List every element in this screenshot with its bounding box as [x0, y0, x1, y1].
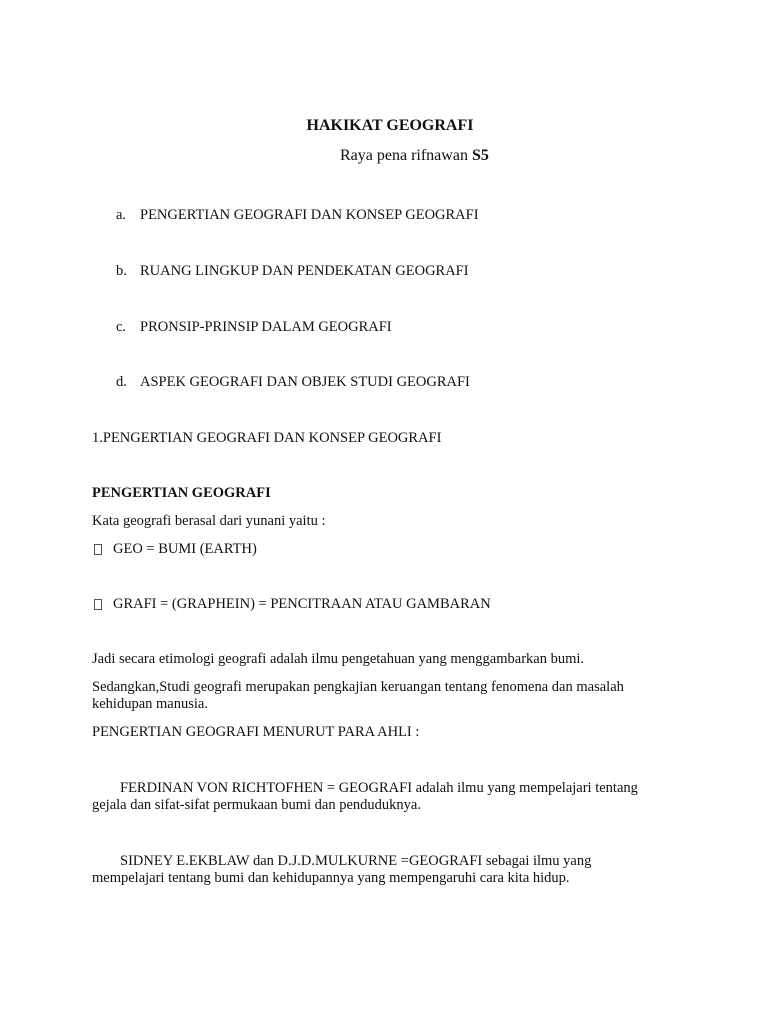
- expert-ekblaw: SIDNEY E.EKBLAW dan D.J.D.MULKURNE =GEOGRAFI sebagai ilmu yang mempelajari tentang bumi dan kehidupannya yang mempengaruhi cara kita hidup.: [92, 853, 592, 886]
- expert-richtofhen: FERDINAN VON RICHTOFHEN = GEOGRAFI adalah ilmu yang mempelajari tentang gejala dan sifat-sifat permukaan bumi dan penduduknya.: [92, 780, 638, 813]
- author-code: S5: [471, 147, 489, 164]
- bullet-item-geo: GEO = BUMI (EARTH): [113, 541, 257, 557]
- toc-letter-c: c.: [116, 319, 127, 335]
- intro-text: Kata geografi berasal dari yunani yaitu :: [92, 513, 326, 529]
- bullet-box-icon: [94, 599, 102, 610]
- paragraph-etimologi: Jadi secara etimologi geografi adalah ilmu pengetahuan yang menggambarkan bumi.: [92, 651, 585, 667]
- paragraph-studi: Sedangkan,Studi geografi merupakan pengkajian keruangan tentang fenomena dan masalah kehidupan manusia.: [92, 679, 624, 712]
- document-title: HAKIKAT GEOGRAFI: [306, 117, 474, 134]
- toc-letter-a: a.: [116, 207, 127, 223]
- toc-item-a: PENGERTIAN GEOGRAFI DAN KONSEP GEOGRAFI: [140, 207, 479, 223]
- toc-item-c: PRONSIP-PRINSIP DALAM GEOGRAFI: [140, 319, 392, 335]
- bullet-box-icon: [94, 544, 102, 555]
- paragraph-ahli-heading: PENGERTIAN GEOGRAFI MENURUT PARA AHLI :: [92, 724, 420, 740]
- toc-item-b: RUANG LINGKUP DAN PENDEKATAN GEOGRAFI: [140, 263, 469, 279]
- toc-letter-d: d.: [116, 374, 127, 390]
- bullet-item-grafi: GRAFI = (GRAPHEIN) = PENCITRAAN ATAU GAMBARAN: [113, 596, 491, 612]
- toc-letter-b: b.: [116, 263, 127, 279]
- subheading: PENGERTIAN GEOGRAFI: [92, 485, 271, 501]
- author-name: Raya pena rifnawan: [340, 147, 468, 164]
- author-line: [340, 146, 489, 166]
- toc-item-d: ASPEK GEOGRAFI DAN OBJEK STUDI GEOGRAFI: [140, 374, 470, 390]
- section-heading: 1.PENGERTIAN GEOGRAFI DAN KONSEP GEOGRAFI: [92, 430, 442, 446]
